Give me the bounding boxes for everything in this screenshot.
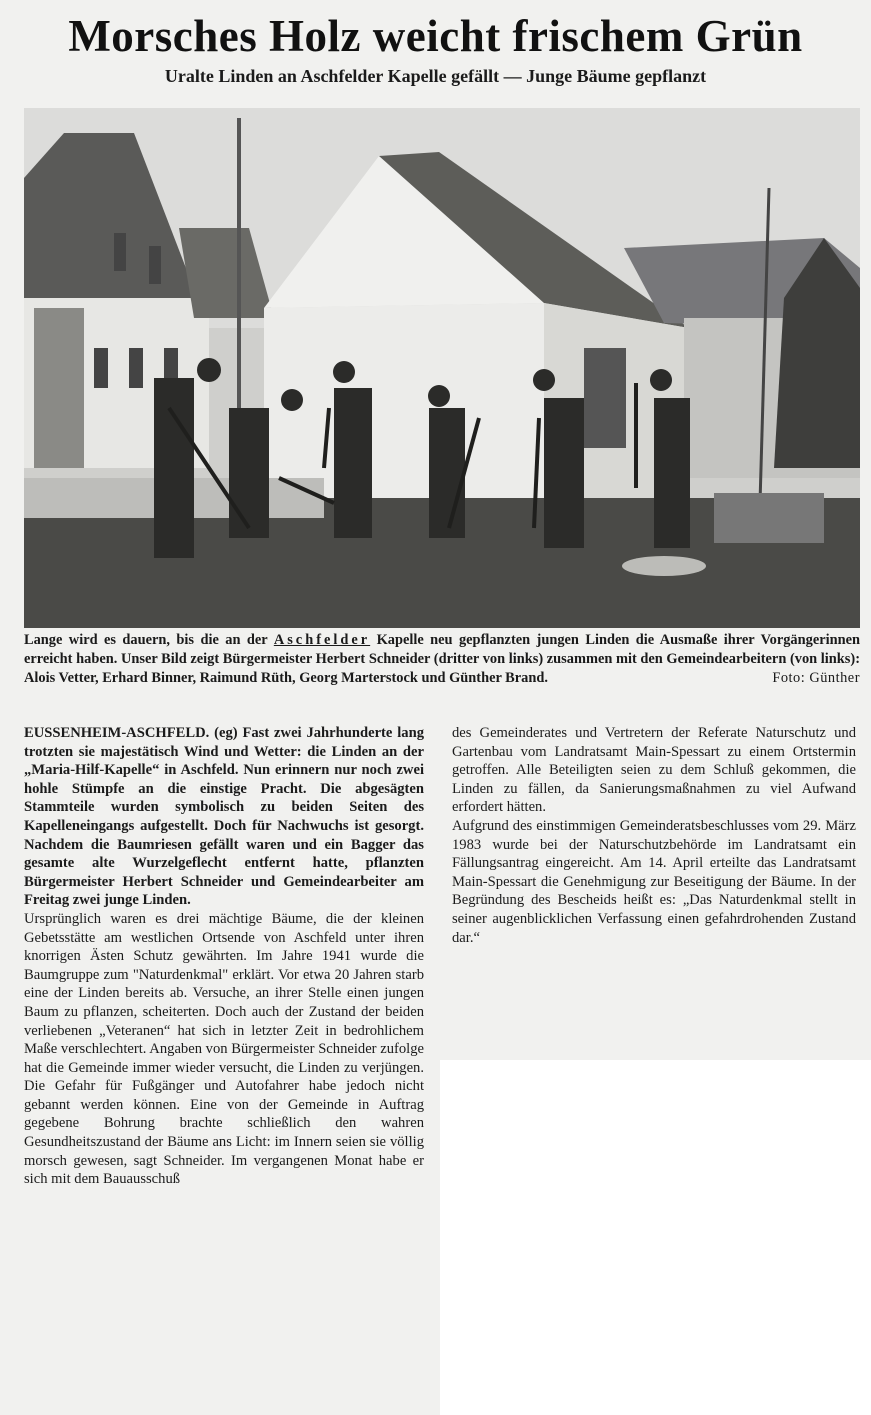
news-photo: [24, 108, 860, 628]
body-paragraph: Ursprünglich waren es drei mächtige Bäume, die der kleinen Gebetsstätte am westlichen Ortsende von Aschfeld unter ihren knorrigen Ästen Schutz gewährten. Im Jahre 1941 wurde die Baumgruppe zum "Naturdenkmal" erklärt. Vor etwa 20 Jahren starb eine der Linden bereits ab. Versuche, an ihrer Stelle einen jungen Baum zu pflanzen, scheiterten. Doch auch der Zustand der beiden verliebenen „Veteranen“ hat sich in letzter Zeit in bedrohlichem Maße verschlechtert. Angaben von Bürgermeister Schneider zufolge hat die Gemeinde immer wieder versucht, die Linden zu verjüngen. Die Gefahr für Fußgänger und Autofahrer habe jedoch nicht gebannt werden können. Eine von der Gemeinde in Auftrag gegebene Bohrung brachte schließlich den wahren Gesundheitszustand der Bäume ans Licht: im Innern seien sie völlig morsch gewesen, sagt Schneider. Im vergangenen Monat habe er sich mit dem Bauausschuß: [24, 910, 424, 1188]
subheadline: Uralte Linden an Aschfelder Kapelle gefällt — Junge Bäume gepflanzt: [164, 66, 707, 86]
photo-credit: Foto: Günther: [772, 670, 860, 686]
caption-text-after: Kapelle neu gepflanzten jungen Linden die Ausmaße ihrer Vorgängerinnen erreicht haben. Unser Bild zeigt Bürgermeister Herbert Schneider (dritter von links) zusammen mit den Gemeindearbeitern (von links): Alois Vetter, Erhard Binner, Raimund Rüth, Georg Marterstock und Günther Brand.: [24, 632, 860, 686]
article-column-right: [452, 724, 856, 947]
body-paragraph-2: Aufgrund des einstimmigen Gemeinderatsbeschlusses vom 29. März 1983 wurde bei der Naturschutzbehörde im Landratsamt ein Fällungsantrag eingereicht. Am 14. April erteilte das Landratsamt Main-Spessart die Genehmigung zur Beseitigung der Bäume. In der Begründung des Bescheids heißt es: „Das Naturdenkmal stellt in seiner augenblicklichen Verfassung einen gefahrdrohenden Zustand dar.“: [452, 817, 856, 946]
caption-text-before: Lange wird es dauern, bis die an der: [24, 632, 274, 648]
lead-paragraph: EUSSENHEIM-ASCHFELD. (eg) Fast zwei Jahrhunderte lang trotzten sie majestätisch Wind und Wetter: die Linden an der „Maria-Hilf-Kapelle“ in Aschfeld. Nun erinnern nur noch zwei hohle Stümpfe an die einstige Pracht. Die abgesägten Stammteile wurden symbolisch zu beiden Seiten des Kapelleneingangs aufgestellt. Doch für Nachwuchs ist gesorgt. Nachdem die Baumriesen gefällt waren und ein Bagger das gesamte alte Wurzelgeflecht entfernt hatte, pflanzten Bürgermeister Herbert Schneider und Gemeindearbeiter am Freitag zwei junge Linden.: [24, 725, 424, 909]
body-paragraph-1: des Gemeinderates und Vertretern der Referate Naturschutz und Gartenbau vom Landratsamt Main-Spessart zu einem Ortstermin getroffen. Alle Beteiligten seien zu dem Schluß gekommen, die Linden zu fällen, da Sanierungsmaßnahmen zu viel Aufwand erfordert hätten.: [452, 725, 856, 816]
photo-caption: [24, 631, 860, 688]
caption-place-name: Aschfelder: [273, 632, 371, 648]
article-column-left: [24, 724, 424, 1189]
headline: Morsches Holz weicht frischem Grün: [68, 11, 803, 61]
